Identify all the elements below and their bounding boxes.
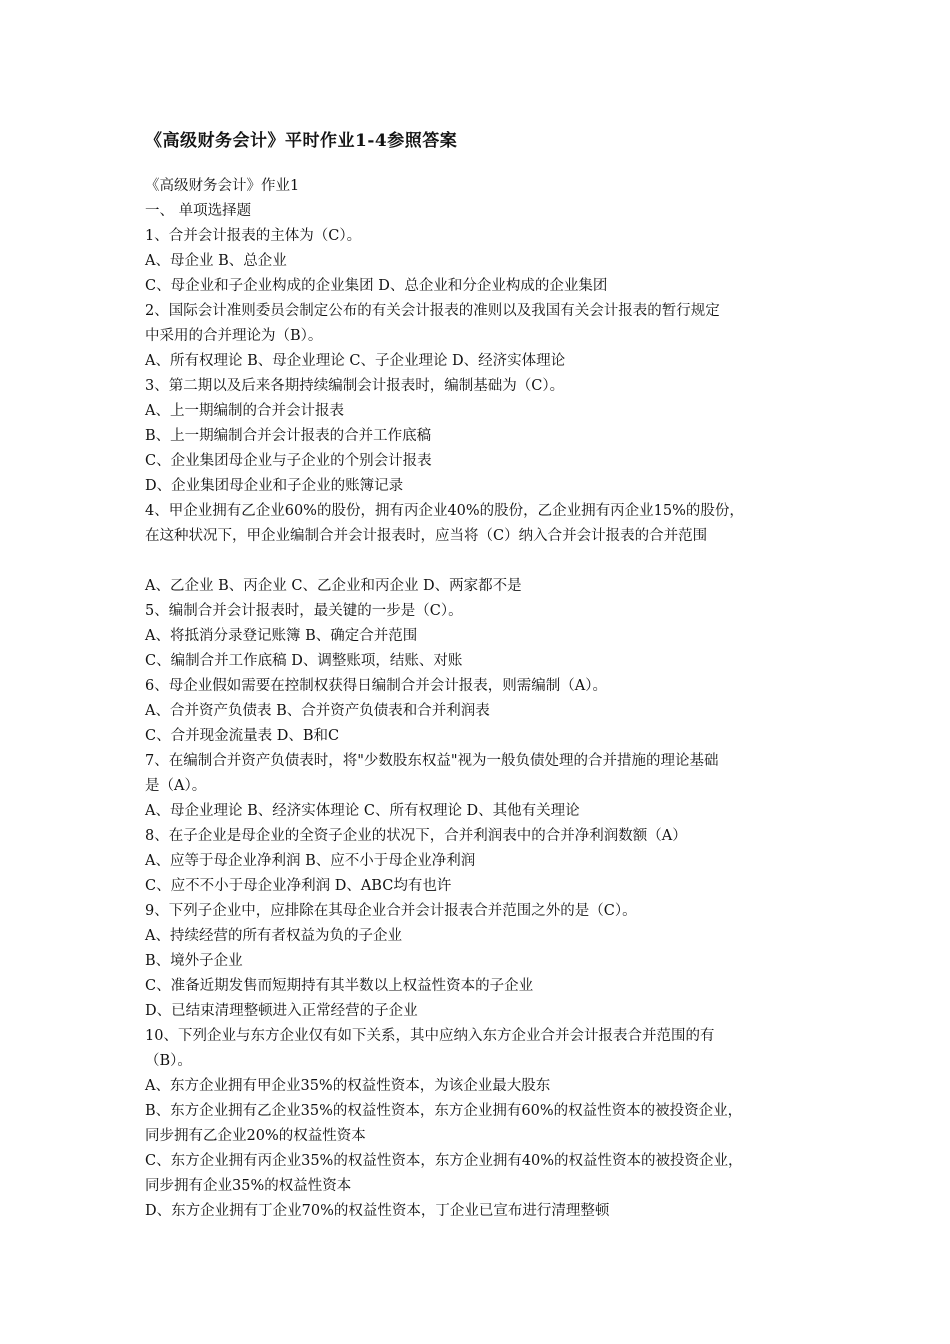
- text-line: 6、母企业假如需要在控制权获得日编制合并会计报表，则需编制（A）。: [145, 678, 607, 694]
- text-line: A、乙企业 B、丙企业 C、乙企业和丙企业 D、两家都不是: [145, 578, 522, 594]
- text-line: A、母企业理论 B、经济实体理论 C、所有权理论 D、其他有关理论: [145, 803, 580, 819]
- text-line: C、准备近期发售而短期持有其半数以上权益性资本的子企业: [145, 978, 534, 994]
- text-line: D、东方企业拥有丁企业70%的权益性资本，丁企业已宣布进行清理整顿: [145, 1203, 610, 1219]
- text-line: A、东方企业拥有甲企业35%的权益性资本，为该企业最大股东: [145, 1078, 551, 1094]
- document-body: [145, 174, 825, 1224]
- text-line: C、企业集团母企业与子企业的个别会计报表: [145, 453, 432, 469]
- text-line: 是（A）。: [145, 778, 207, 794]
- text-line: 8、在子企业是母企业的全资子企业的状况下，合并利润表中的合并净利润数额（A）: [145, 828, 687, 844]
- text-line: A、上一期编制的合并会计报表: [145, 403, 344, 419]
- text-line: B、上一期编制合并会计报表的合并工作底稿: [145, 428, 432, 444]
- text-line: 4、甲企业拥有乙企业60%的股份，拥有丙企业40%的股份，乙企业拥有丙企业15%的股份，: [145, 503, 744, 519]
- text-line: A、合并资产负债表 B、合并资产负债表和合并利润表: [145, 703, 490, 719]
- text-line: A、持续经营的所有者权益为负的子企业: [145, 928, 402, 944]
- text-line: 《高级财务会计》作业1: [145, 178, 300, 194]
- text-line: A、将抵消分录登记账簿 B、确定合并范围: [145, 628, 418, 644]
- text-line: C、编制合并工作底稿 D、调整账项，结账、对账: [145, 653, 463, 669]
- text-line: 1、合并会计报表的主体为（C）。: [145, 228, 362, 244]
- text-line: A、所有权理论 B、母企业理论 C、子企业理论 D、经济实体理论: [145, 353, 566, 369]
- text-line: 5、编制合并会计报表时，最关键的一步是（C）。: [145, 603, 463, 619]
- text-line: 同步拥有乙企业20%的权益性资本: [145, 1128, 366, 1144]
- text-line: 同步拥有企业35%的权益性资本: [145, 1178, 352, 1194]
- text-line: 中采用的合并理论为（B）。: [145, 328, 323, 344]
- text-line: 一、 单项选择题: [145, 203, 252, 219]
- document-title: 《高级财务会计》平时作业1-4参照答案: [145, 131, 458, 151]
- text-line: C、母企业和子企业构成的企业集团 D、总企业和分企业构成的企业集团: [145, 278, 608, 294]
- text-line: 7、在编制合并资产负债表时，将"少数股东权益"视为一般负债处理的合并措施的理论基础: [145, 753, 719, 769]
- text-line: 在这种状况下，甲企业编制合并会计报表时，应当将（C）纳入合并会计报表的合并范围: [145, 528, 708, 544]
- text-line: D、已结束清理整顿进入正常经营的子企业: [145, 1003, 418, 1019]
- text-line: B、东方企业拥有乙企业35%的权益性资本，东方企业拥有60%的权益性资本的被投资企业，: [145, 1103, 743, 1119]
- text-line: 2、国际会计准则委员会制定公布的有关会计报表的准则以及我国有关会计报表的暂行规定: [145, 303, 720, 319]
- text-line: C、应不不小于母企业净利润 D、ABC均有也许: [145, 878, 452, 894]
- text-line: C、合并现金流量表 D、B和C: [145, 728, 340, 744]
- text-line: D、企业集团母企业和子企业的账簿记录: [145, 478, 404, 494]
- text-line: A、母企业 B、总企业: [145, 253, 287, 269]
- text-line: C、东方企业拥有丙企业35%的权益性资本，东方企业拥有40%的权益性资本的被投资企业，: [145, 1153, 743, 1169]
- text-line: 9、下列子企业中，应排除在其母企业合并会计报表合并范围之外的是（C）。: [145, 903, 637, 919]
- text-line: A、应等于母企业净利润 B、应不小于母企业净利润: [145, 853, 476, 869]
- text-line: B、境外子企业: [145, 953, 243, 969]
- text-line: 10、下列企业与东方企业仅有如下关系，其中应纳入东方企业合并会计报表合并范围的有: [145, 1028, 715, 1044]
- blank-line: [145, 549, 825, 574]
- text-line: （B）。: [145, 1053, 192, 1069]
- text-line: 3、第二期以及后来各期持续编制会计报表时，编制基础为（C）。: [145, 378, 565, 394]
